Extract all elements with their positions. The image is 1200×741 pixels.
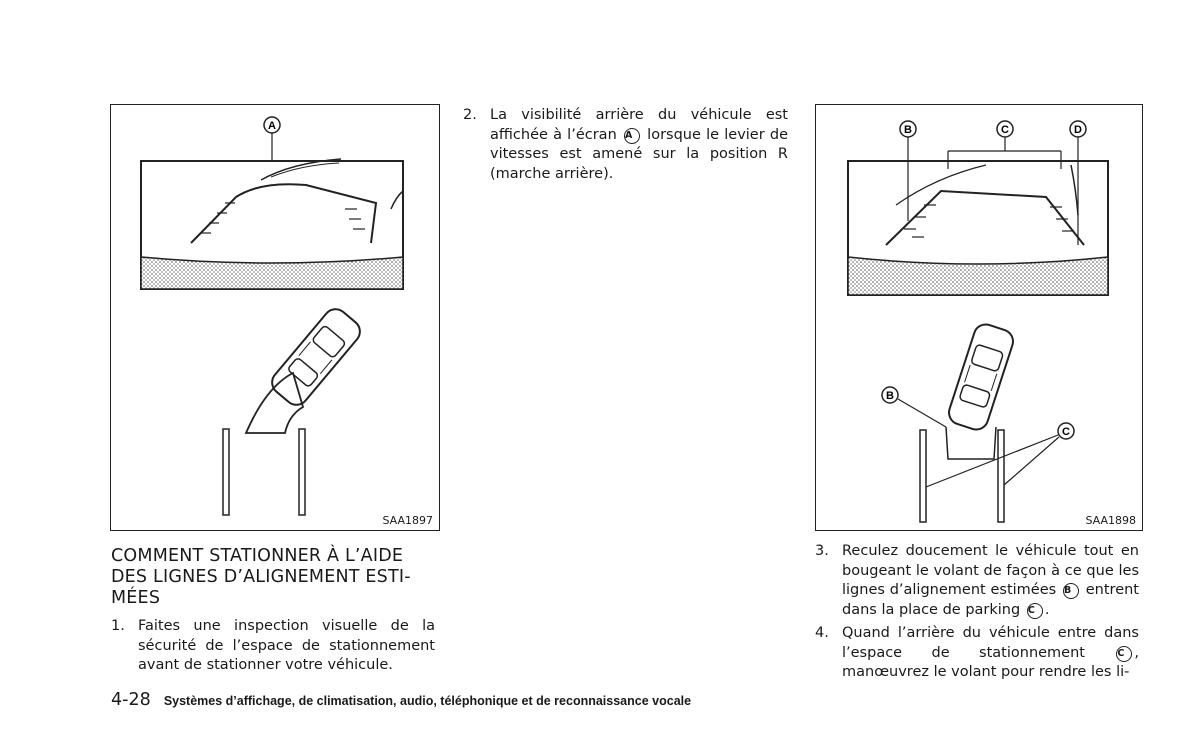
step-text: Faites une inspection visuelle de la sécurité de l’espace de stationnement avant de stationner votre véhicule.: [138, 618, 435, 673]
car-icon: [946, 321, 1016, 432]
callout-b-lower-label: B: [886, 390, 894, 402]
callout-b-icon: B: [1063, 583, 1079, 599]
callout-b-label: B: [904, 124, 912, 136]
step-1: [111, 617, 435, 676]
chapter-title: Systèmes d’affichage, de climatisation, audio, téléphonique et de reconnaissance vocale: [163, 694, 692, 708]
step-number: 4.: [815, 625, 829, 641]
callout-a-label: A: [268, 120, 276, 132]
step-text: Reculez doucement le véhicule tout en bougeant le volant de façon à ce que les lignes d’alignement estimées B entrent dans la place de parking C .: [842, 543, 1139, 618]
page-footer: [111, 690, 691, 710]
step-number: 3.: [815, 543, 829, 559]
figure-saa1897: [110, 104, 440, 531]
diagram-parking-guidelines: [816, 105, 1144, 532]
callout-d-label: D: [1074, 124, 1082, 136]
step-2: [463, 106, 788, 184]
callout-a-icon: A: [624, 128, 640, 144]
step-number: 2.: [463, 107, 477, 123]
callout-c-icon: C: [1027, 603, 1043, 619]
diagram-reverse-view-guidelines: [111, 105, 441, 532]
step-text: La visibilité arrière du véhicule est affichée à l’écran A lorsque le levier de vitesses est amené sur la position R (marche arrière).: [490, 107, 789, 182]
step-number: 1.: [111, 618, 125, 634]
figure-saa1898: [815, 104, 1143, 531]
page-number: 4-28: [111, 690, 151, 710]
figure-id: SAA1897: [382, 514, 433, 527]
step-3: [815, 542, 1139, 620]
figure-id: SAA1898: [1085, 514, 1136, 527]
step-text: Quand l’arrière du véhicule entre dans l’espace de stationnement C , manœuvrez le volant pour rendre les li-: [842, 625, 1140, 680]
callout-c-icon: C: [1116, 646, 1132, 662]
section-heading: COMMENT STATIONNER À L’AIDE DES LIGNES D’ALIGNEMENT ESTI-MÉES: [111, 546, 411, 608]
callout-c-lower-label: C: [1062, 426, 1070, 438]
car-icon: [267, 304, 364, 409]
step-4: [815, 624, 1139, 683]
callout-c-label: C: [1001, 124, 1009, 136]
